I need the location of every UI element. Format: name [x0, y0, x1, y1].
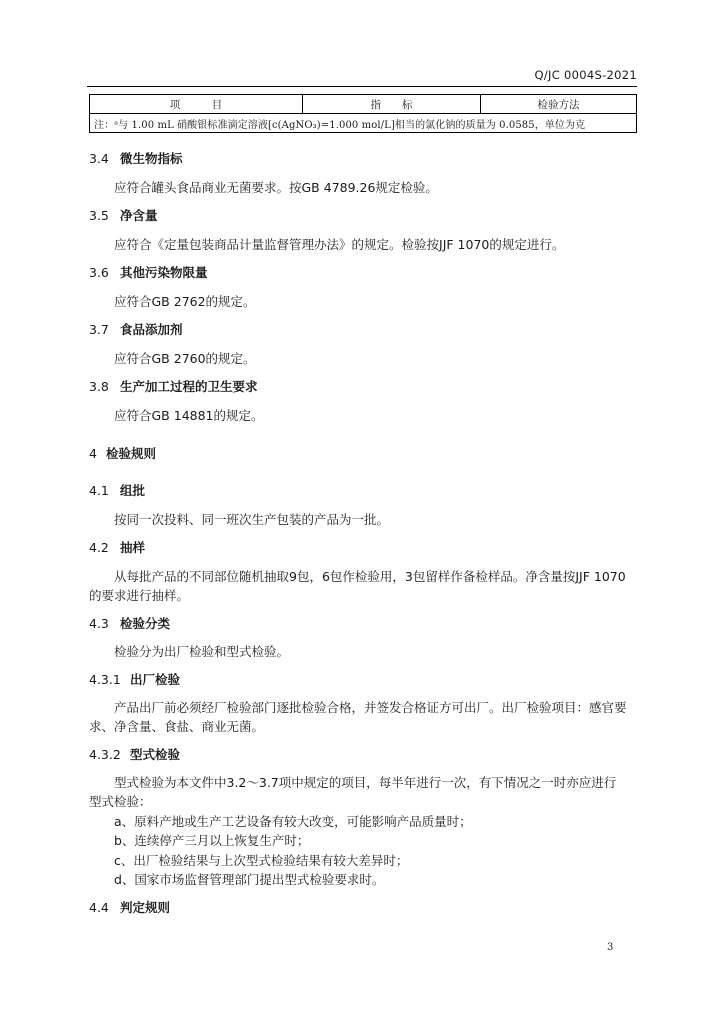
section-body: 产品出厂前必须经厂检验部门逐批检验合格，并签发合格证方可出厂。出厂检验项目：感官要 [114, 700, 627, 715]
table-note: 注：ᵃ与 1.00 mL 硝酸银标准滴定溶液[c(AgNO₃)=1.000 mol/L]相当的氯化钠的质量为 0.0585，单位为克 [90, 114, 637, 133]
col-header-method: 检验方法 [481, 95, 637, 114]
section-title: 抽样 [120, 540, 146, 555]
section-number: 3.4 [89, 151, 109, 166]
section-body: 按同一次投料、同一班次生产包装的产品为一批。 [114, 512, 390, 527]
section-number: 3.6 [89, 265, 109, 280]
col-header-indicator: 指 标 [303, 95, 481, 114]
section-body: 应符合GB 2760的规定。 [114, 351, 256, 366]
section-title: 净含量 [120, 208, 158, 223]
section-body: 应符合GB 14881的规定。 [114, 408, 264, 423]
section-title: 食品添加剂 [120, 322, 183, 337]
subsection-heading [89, 745, 180, 763]
section-number: 3.7 [89, 322, 109, 337]
list-item: d、国家市场监督管理部门提出型式检验要求时。 [114, 872, 385, 887]
section-number: 4.2 [89, 540, 109, 555]
page-number: 3 [607, 942, 614, 953]
section-number: 3.5 [89, 208, 109, 223]
section-body: 检验分为出厂检验和型式检验。 [114, 644, 290, 659]
section-body-continued: 的要求进行抽样。 [89, 588, 190, 603]
subsection-heading [89, 670, 180, 688]
section-heading [89, 614, 170, 632]
section-title: 判定规则 [120, 900, 171, 915]
table-header-row [90, 95, 637, 114]
section-heading [89, 898, 170, 916]
section-heading [89, 206, 158, 224]
section-number: 4.3.2 [89, 747, 121, 762]
section-number: 4.3 [89, 616, 109, 631]
section-heading [89, 149, 183, 167]
section-body: 应符合GB 2762的规定。 [114, 294, 256, 309]
header-rule [87, 86, 637, 87]
section-body: 应符合《定量包装商品计量监督管理办法》的规定。检验按JJF 1070的规定进行。 [114, 237, 565, 252]
table-note-row [90, 114, 637, 133]
section-heading [89, 320, 183, 338]
section-title: 组批 [120, 483, 146, 498]
section-title: 检验分类 [120, 616, 171, 631]
section-body: 从每批产品的不同部位随机抽取9包，6包作检验用，3包留样作备检样品。净含量按JJF 1070 [114, 569, 626, 584]
section-body: 型式检验为本文件中3.2～3.7项中规定的项目，每半年进行一次，有下情况之一时亦应进行 [114, 775, 617, 790]
section-title: 出厂检验 [130, 672, 181, 687]
document-code: Q/JC 0004S-2021 [534, 68, 637, 82]
section-number: 3.8 [89, 379, 109, 394]
chapter-number: 4 [89, 446, 97, 461]
list-item: a、原料产地或生产工艺设备有较大改变，可能影响产品质量时； [114, 814, 472, 829]
spec-table [89, 94, 637, 133]
section-title: 型式检验 [130, 747, 181, 762]
section-title: 微生物指标 [120, 151, 183, 166]
list-item: c、出厂检验结果与上次型式检验结果有较大差异时； [114, 853, 409, 868]
section-title: 生产加工过程的卫生要求 [120, 379, 258, 394]
section-heading [89, 481, 145, 499]
section-body-continued: 求、净含量、食盐、商业无菌。 [89, 719, 265, 734]
list-item: b、连续停产三月以上恢复生产时； [114, 833, 310, 848]
section-heading [89, 538, 145, 556]
section-title: 其他污染物限量 [120, 265, 208, 280]
col-header-item: 项 目 [90, 95, 303, 114]
section-body: 应符合罐头食品商业无菌要求。按GB 4789.26规定检验。 [114, 180, 438, 195]
chapter-heading [89, 444, 156, 462]
chapter-title: 检验规则 [106, 446, 157, 461]
section-number: 4.4 [89, 900, 109, 915]
section-heading [89, 263, 208, 281]
section-number: 4.1 [89, 483, 109, 498]
section-body-continued: 型式检验： [89, 794, 152, 809]
section-heading [89, 377, 258, 395]
section-number: 4.3.1 [89, 672, 121, 687]
